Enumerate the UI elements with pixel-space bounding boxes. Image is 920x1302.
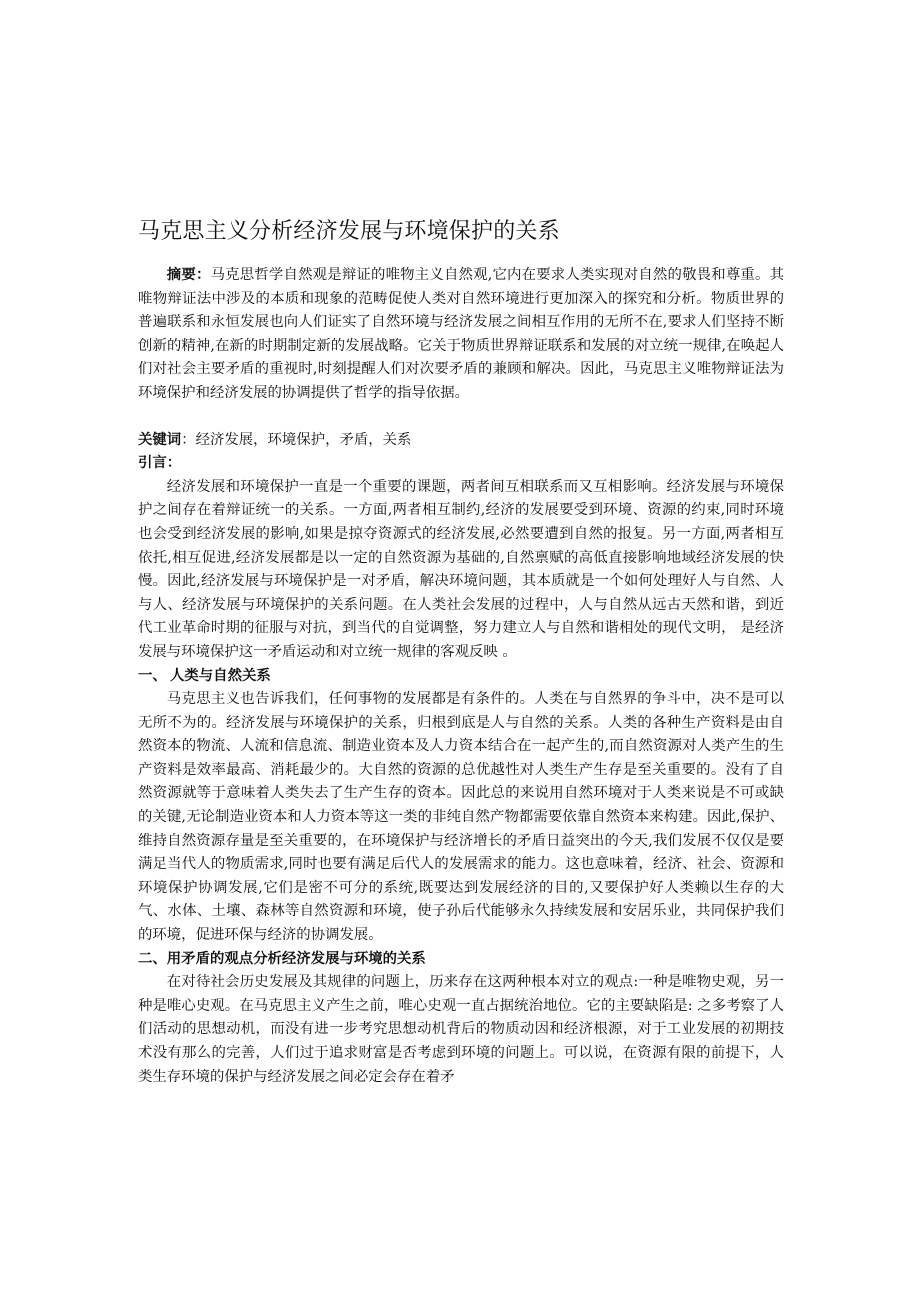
section1-title: 人类与自然关系: [170, 667, 271, 684]
keywords-text: ：经济发展，环境保护，矛盾，关系: [181, 431, 412, 448]
abstract-label: 摘要：: [166, 267, 211, 283]
intro-heading: [138, 452, 784, 476]
section1-heading: [138, 665, 784, 689]
abstract-text: 马克思哲学自然观是辩证的唯物主义自然观,它内在要求人类实现对自然的敬畏和尊重。其唯物辩证法中涉及的本质和现象的范畴促使人类对自然环境进行更加深入的探究和分析。物质世界的普遍联系和永恒发展也向人们证实了自然环境与经济发展之间相互作用的无所不在,要求人们坚持不断创新的精神,在新的时期制定新的发展战略。它关于物质世界辩证联系和发展的对立统一规律,在唤起人们对社会主要矛盾的重视时,时刻提醒人们对次要矛盾的兼顾和解决。因此，马克思主义唯物辩证法为环境保护和经济发展的协调提供了哲学的指导依据。: [138, 267, 784, 401]
section1-paragraph: 马克思主义也告诉我们，任何事物的发展都是有条件的。人类在与自然界的争斗中，决不是可以无所不为的。经济发展与环境保护的关系，归根到底是人与自然的关系。人类的各种生产资料是由自然资本的物流、人流和信息流、制造业资本及人力资本结合在一起产生的,而自然资源对人类产生的生产资料是效率最高、消耗最少的。大自然的资源的总优越性对人类生产生存是至关重要的。没有了自然资源就等于意味着人类失去了生产生存的资本。因此总的来说用自然环境对于人类来说是不可或缺的关键,无论制造业资本和人力资本等这一类的非纯自然产物都需要依靠自然资本来构建。因此,保护、维持自然资源存量是至关重要的，在环境保护与经济增长的矛盾日益突出的今天,我们发展不仅仅是要满足当代人的物质需求,同时也要有满足后代人的发展需求的能力。这也意味着，经济、社会、资源和环境保护协调发展,它们是密不可分的系统,既要达到发展经济的目的,又要保护好人类赖以生存的大气、水体、土壤、森林等自然资源和环境，使子孙后代能够永久持续发展和安居乐业，共同保护我们的环境，促进环保与经济的协调发展。: [138, 691, 784, 944]
intro-label: 引言：: [138, 455, 182, 472]
document-page: [138, 214, 784, 1089]
intro-paragraph: 经济发展和环境保护一直是一个重要的课题，两者间互相联系而又互相影响。经济发展与环境保护之间存在着辩证统一的关系。一方面,两者相互制约,经济的发展要受到环境、资源的约束,同时环境也会受到经济发展的影响,如果是掠夺资源式的经济发展,必然要遭到自然的报复。另一方面,两者相互依托,相互促进,经济发展都是以一定的自然资源为基础的,自然禀赋的高低直接影响地域经济发展的快慢。因此,经济发展与环境保护是一对矛盾，解决环境问题，其本质就是一个如何处理好人与自然、人与人、经济发展与环境保护的关系问题。在人类社会发展的过程中，人与自然从远古天然和谐，到近代工业革命时期的征服与对抗，到当代的自觉调整，努力建立人与自然和谐相处的现代文明， 是经济发展与环境保护这一矛盾运动和对立统一规律的客观反映 。: [138, 478, 784, 660]
document-title: 马克思主义分析经济发展与环境保护的关系: [138, 219, 560, 244]
section2-heading: 二、用矛盾的观点分析经济发展与环境的关系: [138, 950, 426, 967]
keywords-label: 关键词: [138, 431, 182, 448]
section1-number: 一、: [138, 667, 167, 684]
section2-paragraph: 在对待社会历史发展及其规律的问题上，历来存在这两种根本对立的观点:一种是唯物史观，另一种是唯心史观。在马克思主义产生之前，唯心史观一直占据统治地位。它的主要缺陷是: 之多考察了人们活动的思想动机，而没有进一步考究思想动机背后的物质动因和经济根源，对于工业发展的初期技术没有那么的完善，人们过于追求财富是否考虑到环境的问题上。可以说，在资源有限的前提下，人类生存环境的保护与经济发展之间必定会存在着矛: [138, 974, 784, 1085]
keywords-line: [138, 429, 784, 453]
abstract-paragraph: [138, 264, 784, 406]
